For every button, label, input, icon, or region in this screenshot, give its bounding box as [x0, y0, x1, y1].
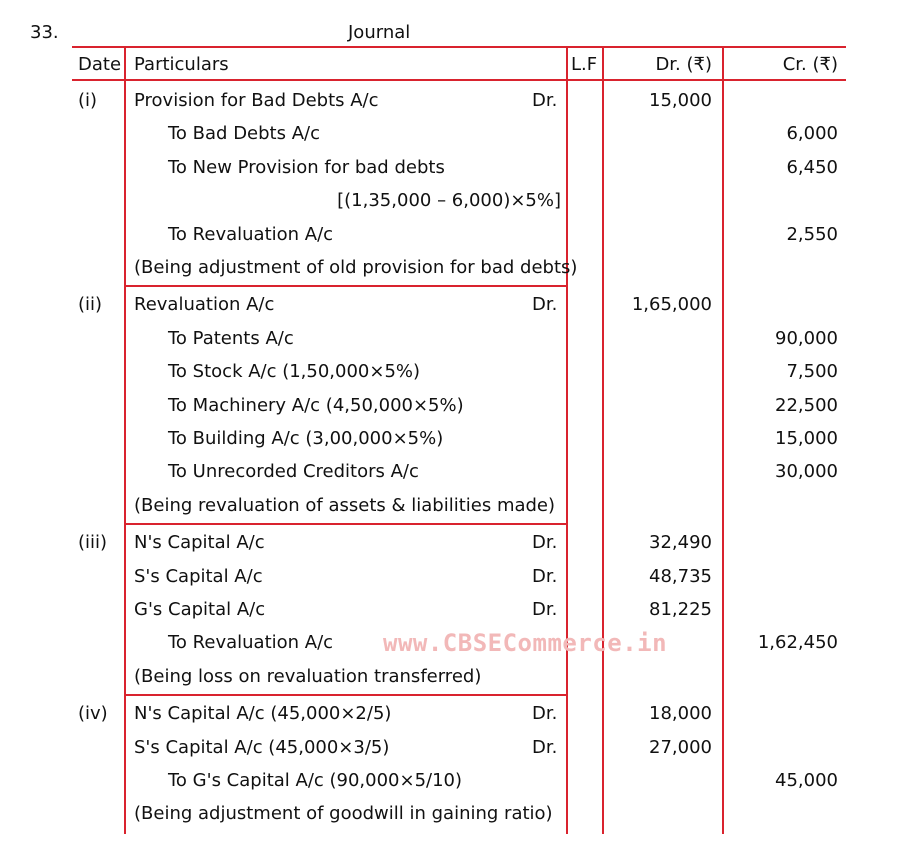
entry-date: (ii)	[78, 294, 103, 315]
debit-amount: 81,225	[649, 599, 712, 620]
header-particulars: Particulars	[134, 54, 229, 75]
date-column-divider	[124, 46, 126, 834]
header-debit: Dr. (₹)	[655, 54, 712, 75]
debit-amount: 27,000	[649, 737, 712, 758]
entry-separator	[124, 285, 568, 287]
narration: (Being adjustment of goodwill in gaining ratio)	[134, 803, 553, 824]
credit-amount: 7,500	[786, 361, 838, 382]
credit-amount: 1,62,450	[757, 632, 838, 653]
debit-account-name: Revaluation A/c	[134, 294, 275, 315]
entry-date: (i)	[78, 90, 98, 111]
entry-line-working: [(1,35,000 – 6,000)×5%]	[337, 190, 561, 211]
dr-marker: Dr.	[532, 566, 558, 587]
credit-amount: 6,450	[786, 157, 838, 178]
debit-account-name: G's Capital A/c	[134, 599, 266, 620]
credit-amount: 2,550	[786, 224, 838, 245]
header-lf: L.F	[571, 54, 598, 75]
particulars-column-divider	[566, 46, 568, 834]
credit-amount: 6,000	[786, 123, 838, 144]
debit-account-name: N's Capital A/c (45,000×2/5)	[134, 703, 392, 724]
credit-account-name: To Stock A/c (1,50,000×5%)	[168, 361, 421, 382]
debit-account-name: N's Capital A/c	[134, 532, 265, 553]
header-date: Date	[78, 54, 122, 75]
debit-amount: 1,65,000	[631, 294, 712, 315]
credit-account-name: To Machinery A/c (4,50,000×5%)	[168, 395, 464, 416]
dr-marker: Dr.	[532, 737, 558, 758]
credit-account-name: To Revaluation A/c	[168, 224, 334, 245]
credit-amount: 90,000	[775, 328, 838, 349]
dr-marker: Dr.	[532, 294, 558, 315]
debit-account-name: S's Capital A/c (45,000×3/5)	[134, 737, 390, 758]
debit-amount: 15,000	[649, 90, 712, 111]
entry-date: (iv)	[78, 703, 108, 724]
credit-account-name: To Building A/c (3,00,000×5%)	[168, 428, 444, 449]
credit-amount: 30,000	[775, 461, 838, 482]
question-number: 33.	[30, 22, 59, 43]
credit-amount: 22,500	[775, 395, 838, 416]
credit-account-name: To G's Capital A/c (90,000×5/10)	[168, 770, 463, 791]
entry-date: (iii)	[78, 532, 108, 553]
journal-title: Journal	[348, 22, 411, 43]
credit-account-name: To Revaluation A/c	[168, 632, 334, 653]
entry-separator	[124, 523, 568, 525]
debit-account-name: S's Capital A/c	[134, 566, 263, 587]
entry-separator	[124, 694, 568, 696]
watermark-text: www.CBSECommerce.in	[383, 629, 668, 657]
credit-account-name: To New Provision for bad debts	[168, 157, 445, 178]
credit-amount: 15,000	[775, 428, 838, 449]
table-top-border	[72, 46, 846, 48]
credit-account-name: To Bad Debts A/c	[168, 123, 320, 144]
dr-marker: Dr.	[532, 90, 558, 111]
dr-marker: Dr.	[532, 599, 558, 620]
header-bottom-border	[72, 79, 846, 81]
narration: (Being loss on revaluation transferred)	[134, 666, 482, 687]
narration: (Being adjustment of old provision for bad debts)	[134, 257, 578, 278]
credit-account-name: To Patents A/c	[168, 328, 294, 349]
dr-marker: Dr.	[532, 532, 558, 553]
credit-account-name: To Unrecorded Creditors A/c	[168, 461, 419, 482]
debit-amount: 32,490	[649, 532, 712, 553]
dr-marker: Dr.	[532, 703, 558, 724]
debit-amount: 48,735	[649, 566, 712, 587]
debit-account-name: Provision for Bad Debts A/c	[134, 90, 379, 111]
narration: (Being revaluation of assets & liabilities made)	[134, 495, 556, 516]
credit-amount: 45,000	[775, 770, 838, 791]
debit-amount: 18,000	[649, 703, 712, 724]
header-credit: Cr. (₹)	[782, 54, 838, 75]
